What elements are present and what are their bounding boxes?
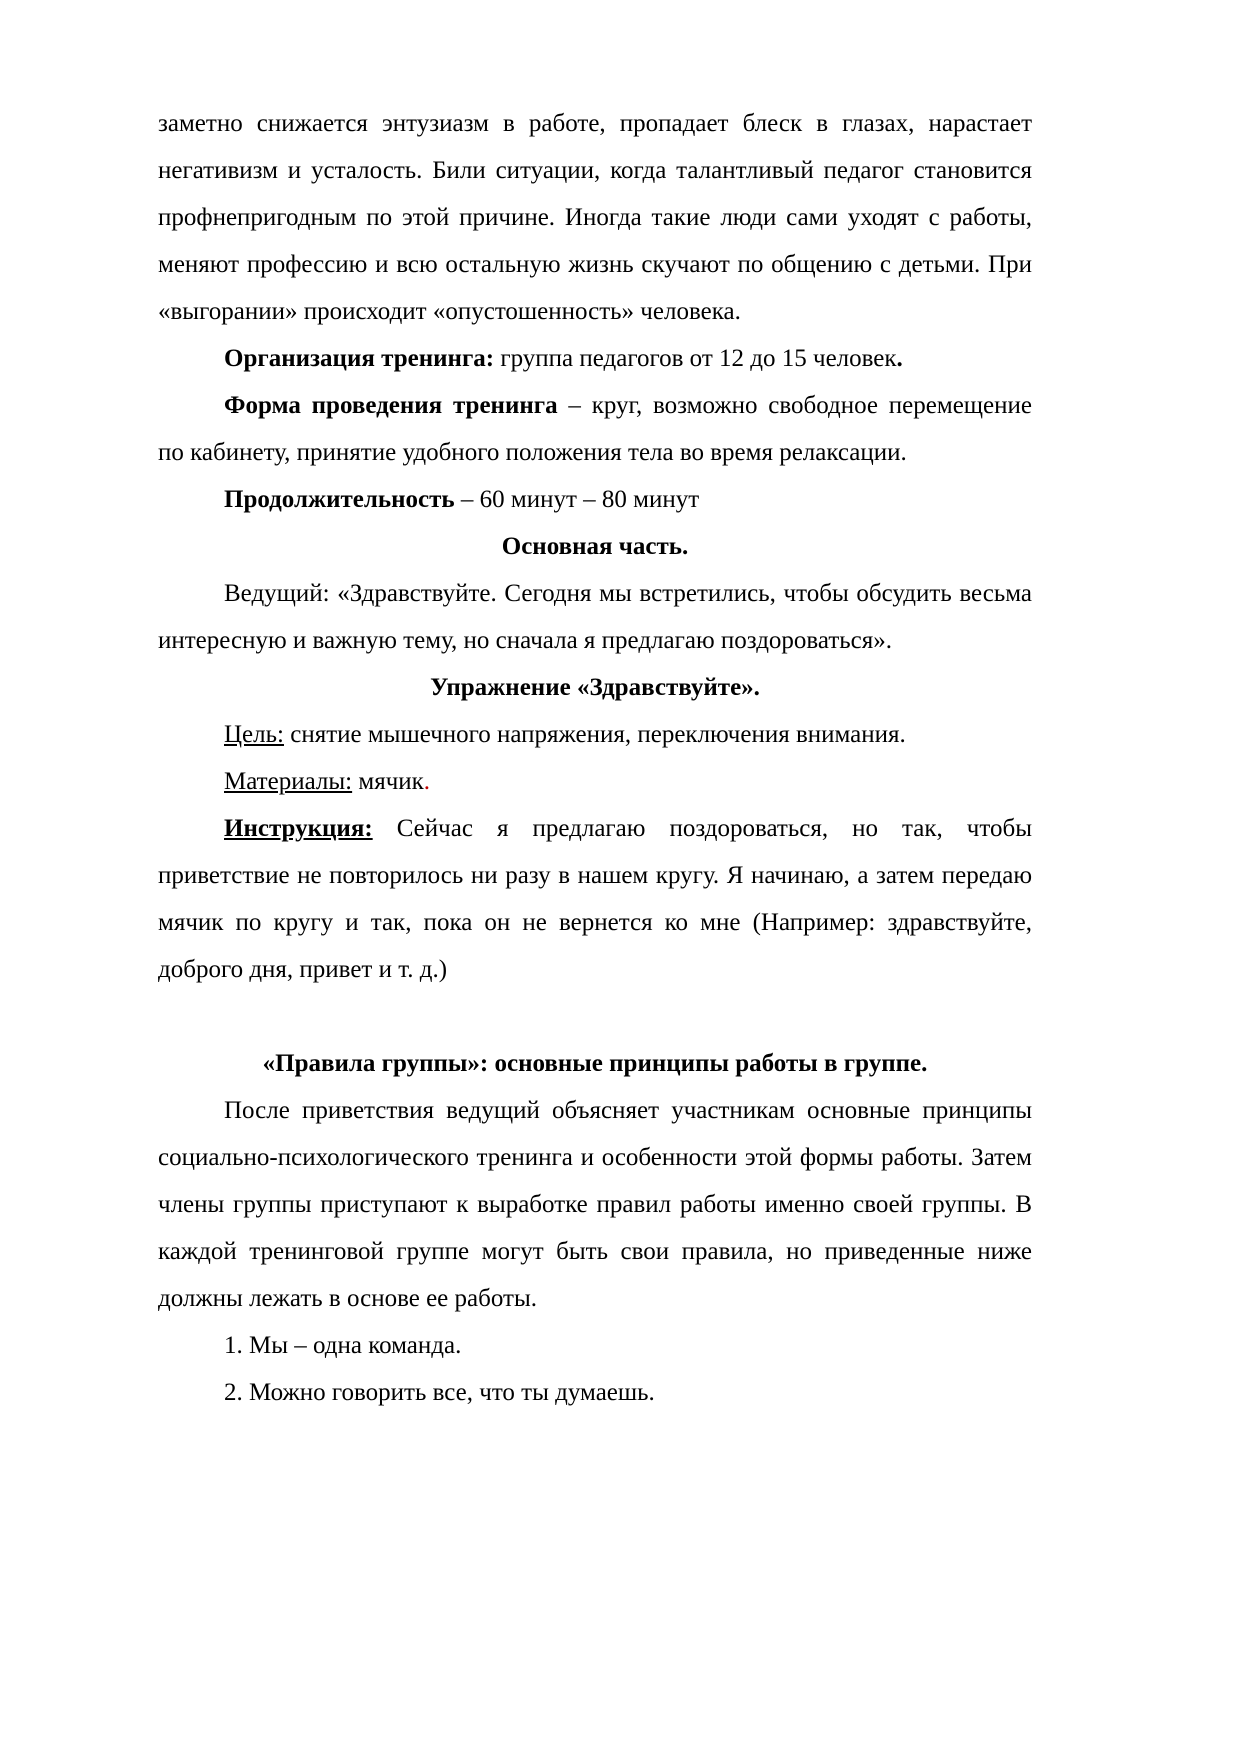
body-text: После приветствия ведущий объясняет участникам основные принципы социально-психологического тренинга и особенности этой формы работы. Затем члены группы приступают к выработке правил работы именно своей группы. В каждой тренинговой группе могут быть свои правила, но приведенные ниже должны лежать в основе ее работы. — [158, 1097, 1032, 1312]
list-item-rule-2 — [158, 1369, 1032, 1416]
body-text: – 60 минут – 80 минут — [454, 486, 700, 513]
paragraph-materials — [158, 758, 1032, 805]
bold-period: . — [896, 345, 903, 372]
body-text: – круг, возможно свободное перемещение по кабинету, принятие удобного положения тела во время релаксации. — [158, 392, 1032, 466]
body-text: мячик — [352, 768, 424, 795]
paragraph-instruction — [158, 805, 1032, 993]
paragraph-training-format — [158, 382, 1032, 476]
heading-text: Основная часть. — [501, 533, 689, 560]
heading-text: Упражнение «Здравствуйте». — [430, 674, 760, 701]
bold-label-organization: Организация тренинга: — [224, 345, 495, 372]
paragraph-duration — [158, 476, 1032, 523]
underlined-label-instruction: Инструкция: — [224, 815, 373, 842]
bold-label-duration: Продолжительность — [224, 486, 455, 513]
paragraph-host-greeting — [158, 570, 1032, 664]
underlined-label-materials: Материалы: — [224, 768, 353, 795]
body-text: группа педагогов от 12 до 15 человек — [494, 345, 897, 372]
heading-group-rules — [158, 1040, 1032, 1087]
body-text: заметно снижается энтузиазм в работе, пропадает блеск в глазах, нарастает негативизм и усталость. Били ситуации, когда талантливый педагог становится профнепригодным по этой причине. Иногда такие люди сами уходят с работы, меняют профессию и всю остальную жизнь скучают по общению с детьми. При «выгорании» происходит «опустошенность» человека. — [158, 110, 1032, 325]
heading-main-part — [158, 523, 1032, 570]
paragraph-goal — [158, 711, 1032, 758]
body-text: Сейчас я предлагаю поздороваться, но так, чтобы приветствие не повторилось ни разу в нашем кругу. Я начинаю, а затем передаю мячик по кругу и так, пока он не вернется ко мне (Например: здравствуйте, доброго дня, привет и т. д.) — [158, 815, 1032, 983]
heading-text: «Правила группы»: основные принципы работы в группе. — [262, 1050, 928, 1077]
body-text: 2. Можно говорить все, что ты думаешь. — [224, 1379, 655, 1406]
red-period: . — [423, 768, 431, 795]
body-text: 1. Мы – одна команда. — [224, 1332, 462, 1359]
body-text: Ведущий: «Здравствуйте. Сегодня мы встретились, чтобы обсудить весьма интересную и важную тему, но сначала я предлагаю поздороваться». — [158, 580, 1032, 654]
heading-exercise-hello — [158, 664, 1032, 711]
body-text: снятие мышечного напряжения, переключения внимания. — [283, 721, 906, 748]
paragraph-training-organization — [158, 335, 1032, 382]
bold-label-format: Форма проведения тренинга — [224, 392, 558, 419]
list-item-rule-1 — [158, 1322, 1032, 1369]
paragraph-rules-explanation — [158, 1087, 1032, 1322]
paragraph-burnout-intro — [158, 100, 1032, 335]
underlined-label-goal: Цель: — [224, 721, 284, 748]
